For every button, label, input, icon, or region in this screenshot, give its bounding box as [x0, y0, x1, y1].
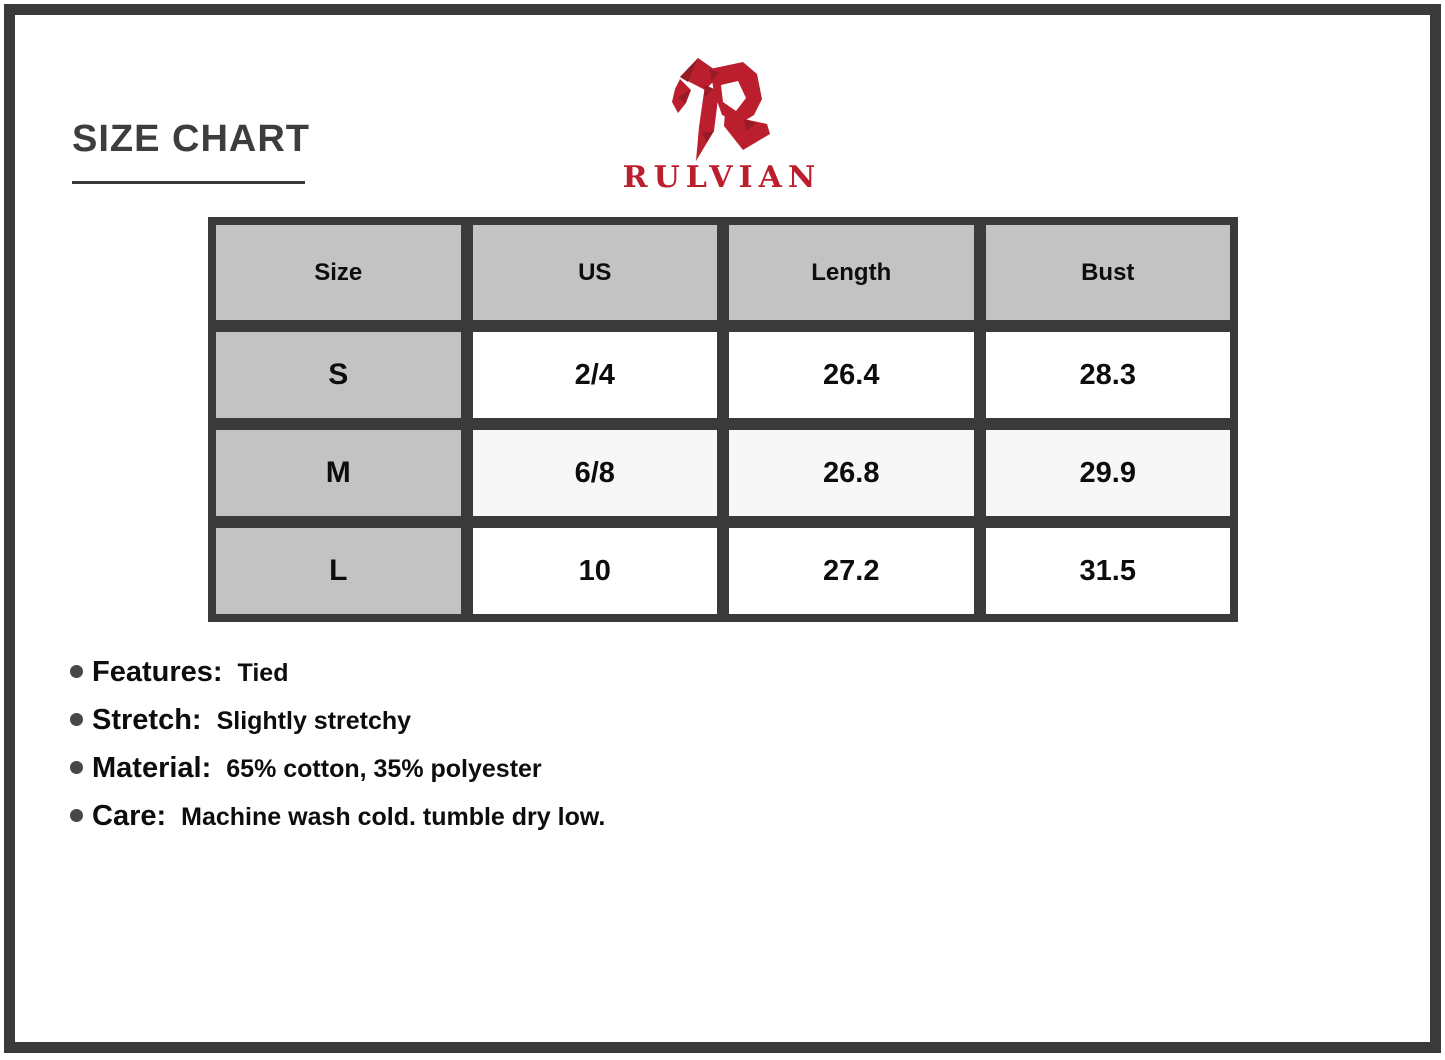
detail-label: Material: — [92, 752, 212, 784]
title-underline — [72, 181, 305, 184]
details-list — [70, 656, 605, 848]
detail-item-stretch — [70, 704, 605, 752]
bullet-icon — [70, 809, 83, 822]
row-m-size-cell: M — [216, 430, 461, 516]
detail-value: Slightly stretchy — [216, 707, 412, 735]
detail-item-material — [70, 752, 605, 800]
detail-item-care — [70, 800, 605, 848]
brand-wordmark: RULVIAN — [622, 160, 822, 195]
bullet-icon — [70, 713, 83, 726]
row-m-us-cell: 6/8 — [473, 430, 718, 516]
header-cell-size: Size — [216, 225, 461, 320]
row-s-us-cell: 2/4 — [473, 332, 718, 418]
detail-label: Care: — [92, 800, 167, 832]
header-cell-length: Length — [729, 225, 974, 320]
row-s-size-cell: S — [216, 332, 461, 418]
detail-value: 65% cotton, 35% polyester — [226, 755, 542, 783]
detail-item-features — [70, 656, 605, 704]
row-l-length-cell: 27.2 — [729, 528, 974, 614]
row-s-bust-cell: 28.3 — [986, 332, 1231, 418]
detail-label: Features: — [92, 656, 223, 688]
header-cell-us: US — [473, 225, 718, 320]
detail-value: Tied — [237, 659, 289, 687]
bullet-icon — [70, 665, 83, 678]
row-m-bust-cell: 29.9 — [986, 430, 1231, 516]
row-m-length-cell: 26.8 — [729, 430, 974, 516]
page-title: SIZE CHART — [72, 118, 310, 160]
detail-label: Stretch: — [92, 704, 202, 736]
detail-value: Machine wash cold. tumble dry low. — [181, 803, 606, 831]
rulvian-r-logo-icon — [658, 45, 778, 165]
size-table — [208, 217, 1238, 622]
row-l-size-cell: L — [216, 528, 461, 614]
row-l-bust-cell: 31.5 — [986, 528, 1231, 614]
bullet-icon — [70, 761, 83, 774]
row-l-us-cell: 10 — [473, 528, 718, 614]
header-cell-bust: Bust — [986, 225, 1231, 320]
row-s-length-cell: 26.4 — [729, 332, 974, 418]
